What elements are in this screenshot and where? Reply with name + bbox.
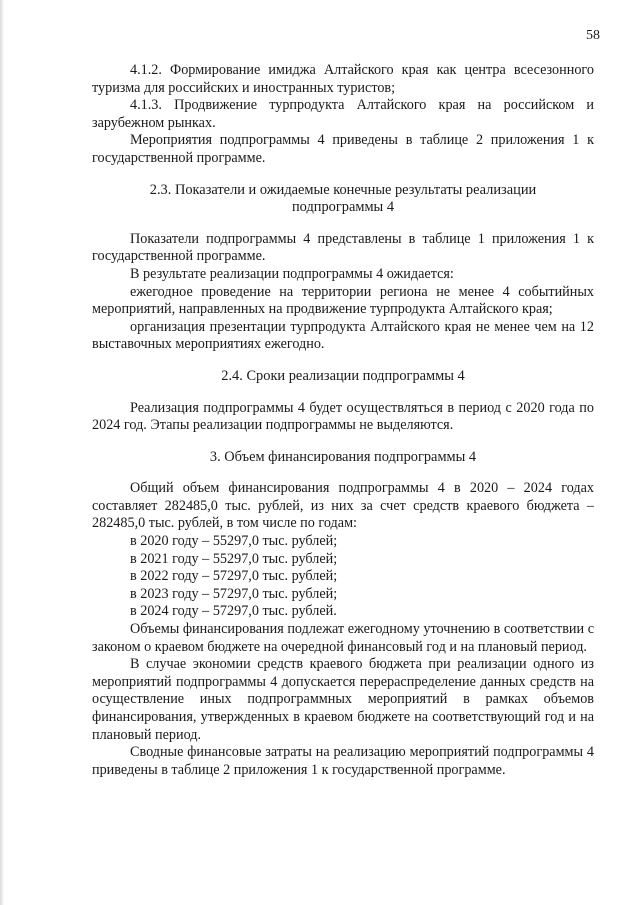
paragraph-summary-costs: Сводные финансовые затраты на реализацию мероприятий подпрограммы 4 приведены в таблице 2 приложения 1 к государственной программе. [92, 744, 594, 778]
funding-by-year-list [92, 533, 594, 621]
paragraph-indicators: Показатели подпрограммы 4 представлены в таблице 1 приложения 1 к государственной программе. [92, 230, 594, 265]
section-heading-3: 3. Объем финансирования подпрограммы 4 [209, 448, 477, 465]
section-heading-2-3-line2: подпрограммы 4 [291, 199, 395, 216]
paragraph-events-table: Мероприятия подпрограммы 4 приведены в таблице 2 приложения 1 к государственной программе. [92, 132, 594, 166]
document-body [92, 62, 594, 779]
paragraph-exhibitions: организация презентации турпродукта Алтайского края не менее чем на 12 выставочных мероприятиях ежегодно. [92, 318, 594, 353]
funding-year-item: в 2023 году – 57297,0 тыс. рублей; [130, 585, 338, 602]
page-number: 58 [586, 28, 600, 43]
section-heading-2-4: 2.4. Сроки реализации подпрограммы 4 [221, 367, 465, 384]
funding-year-item: в 2024 году – 57297,0 тыс. рублей. [130, 603, 337, 620]
paragraph-period: Реализация подпрограммы 4 будет осуществляться в период с 2020 года по 2024 год. Этапы реализации подпрограммы не выделяются. [92, 399, 594, 434]
funding-year-item: в 2022 году – 57297,0 тыс. рублей; [130, 568, 338, 585]
paragraph-annual-adjustment: Объемы финансирования подлежат ежегодному уточнению в соответствии с законом о краевом бюджете на очередной финансовый год и на плановый период. [92, 621, 594, 655]
paragraph-4-1-3: 4.1.3. Продвижение турпродукта Алтайского края на российском и зарубежном рынках. [92, 97, 594, 131]
funding-year-item: в 2020 году – 55297,0 тыс. рублей; [130, 533, 338, 550]
paragraph-annual-events: ежегодное проведение на территории региона не менее 4 событийных мероприятий, направленных на продвижение турпродукта Алтайского края; [92, 283, 594, 318]
paragraph-expected: В результате реализации подпрограммы 4 ожидается: [130, 265, 454, 282]
scan-edge-shadow [0, 0, 4, 905]
paragraph-4-1-2: 4.1.2. Формирование имиджа Алтайского края как центра всесезонного туризма для российских и иностранных туристов; [92, 62, 594, 96]
funding-year-item: в 2021 году – 55297,0 тыс. рублей; [130, 550, 338, 567]
paragraph-total-funding: Общий объем финансирования подпрограммы 4 в 2020 – 2024 годах составляет 282485,0 тыс. рублей, из них за счет средств краевого бюджета – 282485,0 тыс. рублей, в том числе по годам: [92, 480, 594, 532]
paragraph-budget-savings: В случае экономии средств краевого бюджета при реализации одного из мероприятий подпрограммы 4 допускается перераспределение данных средств на осуществление иных подпрограммных мероприятий в рамках объемов финансирования, утвержденных в краевом бюджете на соответствующий год и на плановый период. [92, 656, 594, 743]
section-heading-2-3-line1: 2.3. Показатели и ожидаемые конечные результаты реализации [149, 181, 537, 198]
